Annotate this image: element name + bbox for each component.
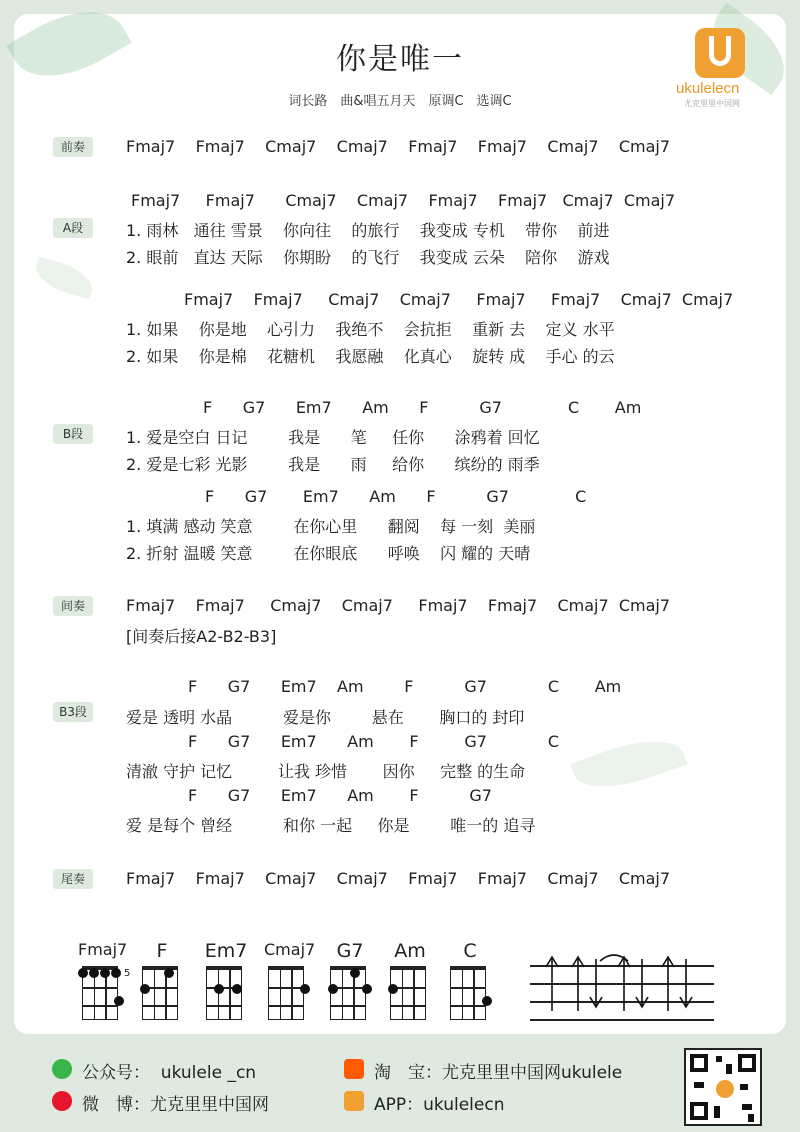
- strum-arrows-icon: [530, 951, 714, 1011]
- leaf-decoration: [570, 726, 687, 801]
- section-tag-interlude: 间奏: [53, 596, 93, 616]
- taobao-icon: [716, 1080, 734, 1098]
- lyric-line: 爱 是每个 曾经 和你 一起 你是 唯一的 追寻: [126, 816, 536, 835]
- footer-wechat: 公众号： ukulele _cn: [82, 1063, 257, 1083]
- lyric-line: 2. 如果 你是棉 花糖机 我愿融 化真心 旋转 成 手心 的云: [126, 347, 615, 366]
- wechat-icon: [52, 1059, 72, 1079]
- logo-subtext: 尤克里里中国网: [684, 99, 740, 108]
- chord-diagram-name: Em7: [204, 940, 248, 962]
- footer-app: APP：ukulelecn: [374, 1095, 505, 1115]
- lyric-line: 2. 眼前 直达 天际 你期盼 的飞行 我变成 云朵 陪你 游戏: [126, 248, 610, 267]
- lyric-line: 2. 爱是七彩 光影 我是 雨 给你 缤纷的 雨季: [126, 455, 540, 474]
- chord-line: F G7 Em7 Am F G7 C Am: [203, 398, 642, 417]
- chord-line: Fmaj7 Fmaj7 Cmaj7 Cmaj7 Fmaj7 Fmaj7 Cmaj7 Cmaj7: [126, 596, 671, 615]
- section-tag-outro: 尾奏: [53, 869, 93, 889]
- chord-line: F G7 Em7 Am F G7 C: [205, 487, 587, 506]
- footer-taobao: 淘 宝：尤克里里中国网ukulele: [374, 1063, 623, 1083]
- chord-line: Fmaj7 Fmaj7 Cmaj7 Cmaj7 Fmaj7 Fmaj7 Cmaj7 Cmaj7: [126, 869, 671, 888]
- section-tag-a: A段: [53, 218, 93, 238]
- qr-code: [684, 1048, 762, 1126]
- footer: [0, 1040, 800, 1132]
- chord-diagram-name: C: [463, 940, 477, 962]
- chord-diagram-name: G7: [336, 940, 364, 962]
- section-tag-intro: 前奏: [53, 137, 93, 157]
- taobao-icon: [344, 1059, 364, 1079]
- fret-number: 5: [124, 968, 131, 979]
- lyric-line: 1. 爱是空白 日记 我是 笔 任你 涂鸦着 回忆: [126, 428, 540, 447]
- leaf-decoration: [31, 257, 96, 300]
- section-tag-b: B段: [53, 424, 93, 444]
- chord-diagram-name: F: [156, 940, 168, 962]
- lyric-line: 1. 雨林 通往 雪景 你向往 的旅行 我变成 专机 带你 前进: [126, 221, 610, 240]
- song-credits: 词长路 曲&唱五月天 原调C 选调C: [288, 94, 512, 109]
- chord-line: Fmaj7 Fmaj7 Cmaj7 Cmaj7 Fmaj7 Fmaj7 Cmaj7 Cmaj7: [131, 191, 676, 210]
- ukulele-logo-icon: [695, 28, 745, 78]
- footer-weibo: 微 博：尤克里里中国网: [82, 1095, 269, 1115]
- lyric-line: 1. 填满 感动 笑意 在你心里 翻阅 每 一刻 美丽: [126, 517, 536, 536]
- chord-line: Fmaj7 Fmaj7 Cmaj7 Cmaj7 Fmaj7 Fmaj7 Cmaj7 Cmaj7: [184, 290, 734, 309]
- chord-line: Fmaj7 Fmaj7 Cmaj7 Cmaj7 Fmaj7 Fmaj7 Cmaj7 Cmaj7: [126, 137, 671, 156]
- strumming-pattern: [530, 965, 714, 1019]
- lyric-line: 清澈 守护 记忆 让我 珍惜 因你 完整 的生命: [126, 762, 526, 781]
- chord-diagram-name: Cmaj7: [264, 940, 316, 959]
- logo-text: ukulelecn: [676, 80, 740, 97]
- song-title: 你是唯一: [336, 42, 464, 77]
- lyric-line: 爱是 透明 水晶 爱是你 悬在 胸口的 封印: [126, 708, 525, 727]
- chord-line: F G7 Em7 Am F G7: [188, 786, 492, 805]
- chord-diagram-name: Am: [394, 940, 426, 962]
- chord-diagram-name: Fmaj7: [78, 940, 128, 959]
- interlude-note: [间奏后接A2-B2-B3]: [126, 627, 277, 646]
- chord-line: F G7 Em7 Am F G7 C: [188, 732, 560, 751]
- app-icon: [344, 1091, 364, 1111]
- weibo-icon: [52, 1091, 72, 1111]
- section-tag-b3: B3段: [53, 702, 93, 722]
- lyric-line: 2. 折射 温暖 笑意 在你眼底 呼唤 闪 耀的 天晴: [126, 544, 531, 563]
- lyric-line: 1. 如果 你是地 心引力 我绝不 会抗拒 重新 去 定义 水平: [126, 320, 615, 339]
- chord-line: F G7 Em7 Am F G7 C Am: [188, 677, 622, 696]
